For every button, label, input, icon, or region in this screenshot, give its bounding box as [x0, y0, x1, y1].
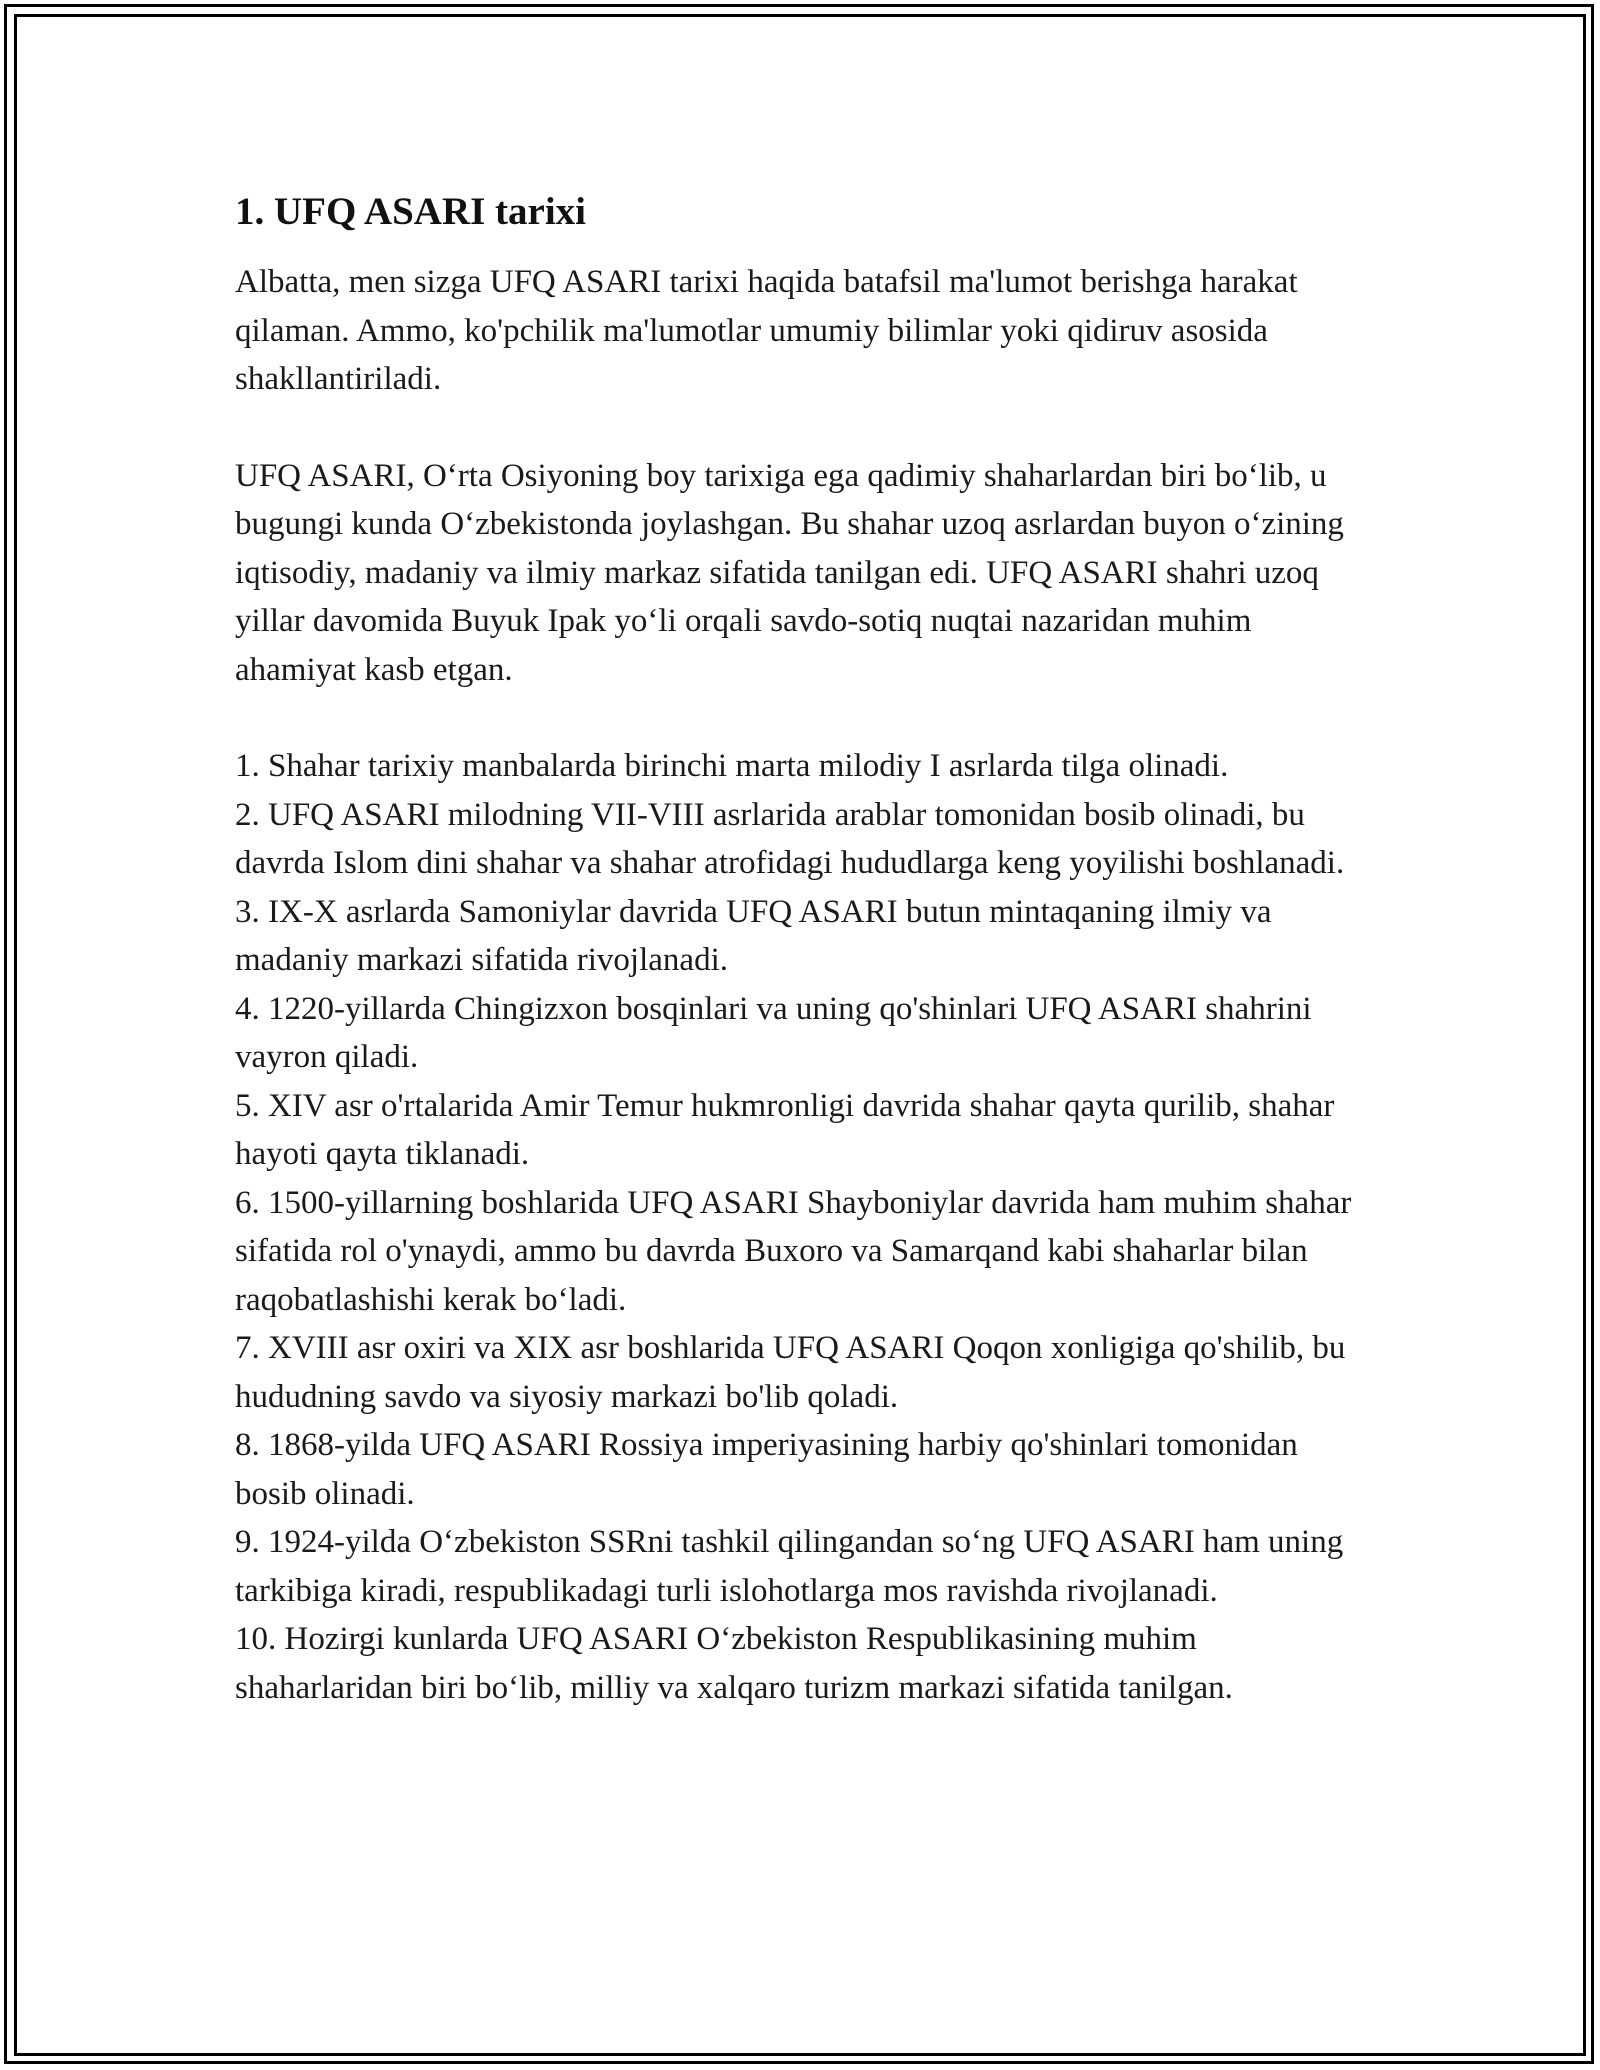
- paragraph-spacer: [235, 694, 1375, 742]
- list-item: 7. XVIII asr oxiri va XIX asr boshlarida UFQ ASARI Qoqon xonligiga qo'shilib, bu hududning savdo va siyosiy markazi bo'lib qoladi.: [235, 1330, 1346, 1415]
- document-title: 1. UFQ ASARI tarixi: [235, 190, 586, 233]
- paragraph-spacer: [235, 404, 1375, 452]
- intro-paragraph: Albatta, men sizga UFQ ASARI tarixi haqida batafsil ma'lumot berishga harakat qilaman. Ammo, ko'pchilik ma'lumotlar umumiy bilimlar yoki qidiruv asosida shakllantiriladi.: [235, 264, 1298, 397]
- list-item: 8. 1868-yilda UFQ ASARI Rossiya imperiyasining harbiy qo'shinlari tomonidan bosib olinadi.: [235, 1427, 1298, 1512]
- history-list: [235, 742, 1375, 1712]
- list-item: 3. IX-X asrlarda Samoniylar davrida UFQ ASARI butun mintaqaning ilmiy va madaniy markazi sifatida rivojlanadi.: [235, 893, 1272, 978]
- list-item: 2. UFQ ASARI milodning VII-VIII asrlarida arablar tomonidan bosib olinadi, bu davrda Islom dini shahar va shahar atrofidagi hududlarga keng yoyilishi boshlanadi.: [235, 796, 1345, 881]
- list-item: 10. Hozirgi kunlarda UFQ ASARI O‘zbekiston Respublikasining muhim shaharlaridan biri bo‘lib, milliy va xalqaro turizm markazi sifatida tanilgan.: [235, 1621, 1233, 1706]
- list-item: 1. Shahar tarixiy manbalarda birinchi marta milodiy I asrlarda tilga olinadi.: [235, 748, 1229, 784]
- list-item: 5. XIV asr o'rtalarida Amir Temur hukmronligi davrida shahar qayta qurilib, shahar hayoti qayta tiklanadi.: [235, 1087, 1335, 1172]
- list-item: 4. 1220-yillarda Chingizxon bosqinlari va uning qo'shinlari UFQ ASARI shahrini vayron qiladi.: [235, 990, 1312, 1075]
- document-body: [235, 186, 1375, 1712]
- list-item: 9. 1924-yilda O‘zbekiston SSRni tashkil qilingandan so‘ng UFQ ASARI ham uning tarkibiga kiradi, respublikadagi turli islohotlarga mos ravishda rivojlanadi.: [235, 1524, 1344, 1609]
- overview-paragraph: UFQ ASARI, O‘rta Osiyoning boy tarixiga ega qadimiy shaharlardan biri bo‘lib, u bugungi kunda O‘zbekistonda joylashgan. Bu shahar uzoq asrlardan buyon o‘zining iqtisodiy, madaniy va ilmiy markaz sifatida tanilgan edi. UFQ ASARI shahri uzoq yillar davomida Buyuk Ipak yo‘li orqali savdo-sotiq nuqtai nazaridan muhim ahamiyat kasb etgan.: [235, 457, 1344, 688]
- list-item: 6. 1500-yillarning boshlarida UFQ ASARI Shayboniylar davrida ham muhim shahar sifatida rol o'ynaydi, ammo bu davrda Buxoro va Samarqand kabi shaharlar bilan raqobatlashishi kerak bo‘ladi.: [235, 1184, 1352, 1318]
